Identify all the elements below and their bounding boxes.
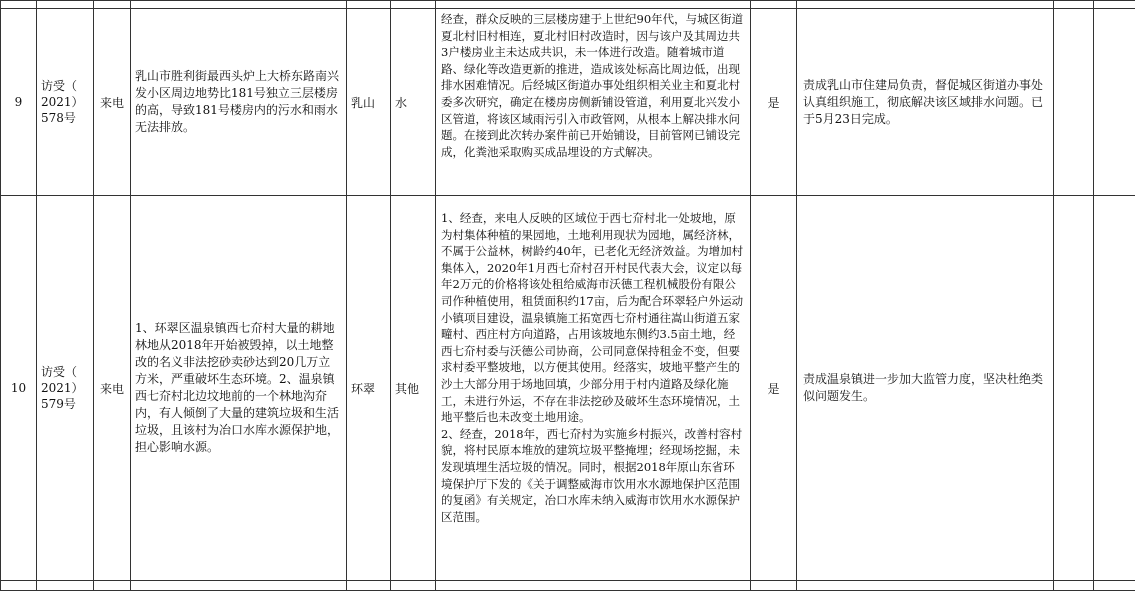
case-code: 访受（ 2021） 579号 [37, 196, 94, 581]
case-code: 访受（ 2021） 578号 [37, 9, 94, 196]
pollution-category: 其他 [391, 196, 436, 581]
table-row-bottom-edge [1, 581, 1135, 591]
complaint-content: 1、环翠区温泉镇西七夼村大量的耕地林地从2018年开始被毁掉，以土地整改的名义非法挖砂卖砂达到20几万立方米，严重破坏生态环境。2、温泉镇西七夼村北边坟地前的一个林地沟夼内，有人倾倒了大量的建筑垃圾和生活垃圾，且该村为冶口水库水源保护地，担心影响水源。 [131, 196, 347, 581]
findings-paragraph: 经查，群众反映的三层楼房建于上世纪90年代，与城区街道夏北村旧村相连，夏北村旧村改造时，因与该户及其周边共3户楼房业主未达成共识，未一体进行改造。随着城市道路、绿化等改造更新的推进，造成该处标高比周边低，出现排水困难情况。后经城区街道办事处组织相关业主和夏北村委多次研究，确定在楼房房侧新铺设管道，利用夏北兴发小区管道，将该区域雨污引入市政管网，从根本上解决排水问题。在接到此次转办案件前已开始铺设，目前管网已铺设完成，化粪池采取购买成品埋设的方式解决。 [441, 11, 745, 160]
table-row [1, 9, 1135, 196]
findings-paragraph: 1、经查，来电人反映的区域位于西七夼村北一处坡地，原为村集体种植的果园地，土地利用现状为园地，属经济林，不属于公益林，树龄约40年，已老化无经济效益。为增加村集体入，2020年1月西七夼村召开村民代表大会，议定以每年2万元的价格将该处租给威海市沃德工程机械股份有限公司作种植使用，租赁面积约17亩，后为配合环翠轻户外运动小镇项目建设，温泉镇施工拓宽西七夼村通往嵩山街道五家疃村、西庄村方向道路，占用该坡地东侧约3.5亩土地，经西七夼村委与沃德公司协商，公司同意保持租金不变，但要求村委平整坡地，以方便其使用。经落实，坡地平整产生的沙土大部分用于场地回填，少部分用于村内道路及绿化施工，未进行外运，不存在非法挖砂及破坏生态环境情况，土地平整后也未改变土地用途。 [441, 210, 745, 426]
source-type: 来电 [94, 9, 131, 196]
empty-cell [1054, 9, 1094, 196]
complaint-content: 乳山市胜利街最西头炉上大桥东路南兴发小区周边地势比181号独立三层楼房的高，导致181号楼房内的污水和雨水无法排放。 [131, 9, 347, 196]
verified-flag: 是 [751, 9, 797, 196]
resolution-text: 责成温泉镇进一步加大监管力度，坚决杜绝类似问题发生。 [797, 196, 1054, 581]
investigation-findings [436, 196, 751, 581]
empty-cell [1094, 196, 1135, 581]
empty-cell [1094, 9, 1135, 196]
region: 环翠 [347, 196, 391, 581]
table-row-top-edge [1, 1, 1135, 9]
resolution-text: 责成乳山市住建局负责，督促城区街道办事处认真组织施工，彻底解决该区域排水问题。已于5月23日完成。 [797, 9, 1054, 196]
row-number: 9 [1, 9, 37, 196]
pollution-category: 水 [391, 9, 436, 196]
region: 乳山 [347, 9, 391, 196]
source-type: 来电 [94, 196, 131, 581]
verified-flag: 是 [751, 196, 797, 581]
investigation-findings [436, 9, 751, 196]
empty-cell [1054, 196, 1094, 581]
table-row [1, 196, 1135, 581]
row-number: 10 [1, 196, 37, 581]
findings-paragraph: 2、经查，2018年，西七夼村为实施乡村振兴，改善村容村貌，将村民原本堆放的建筑垃圾平整掩埋；经现场挖掘，未发现填埋生活垃圾的情况。同时，根据2018年原山东省环境保护厅下发的《关于调整威海市饮用水水源地保护区范围的复函》有关规定，冶口水库未纳入威海市饮用水水源保护区范围。 [441, 426, 745, 526]
